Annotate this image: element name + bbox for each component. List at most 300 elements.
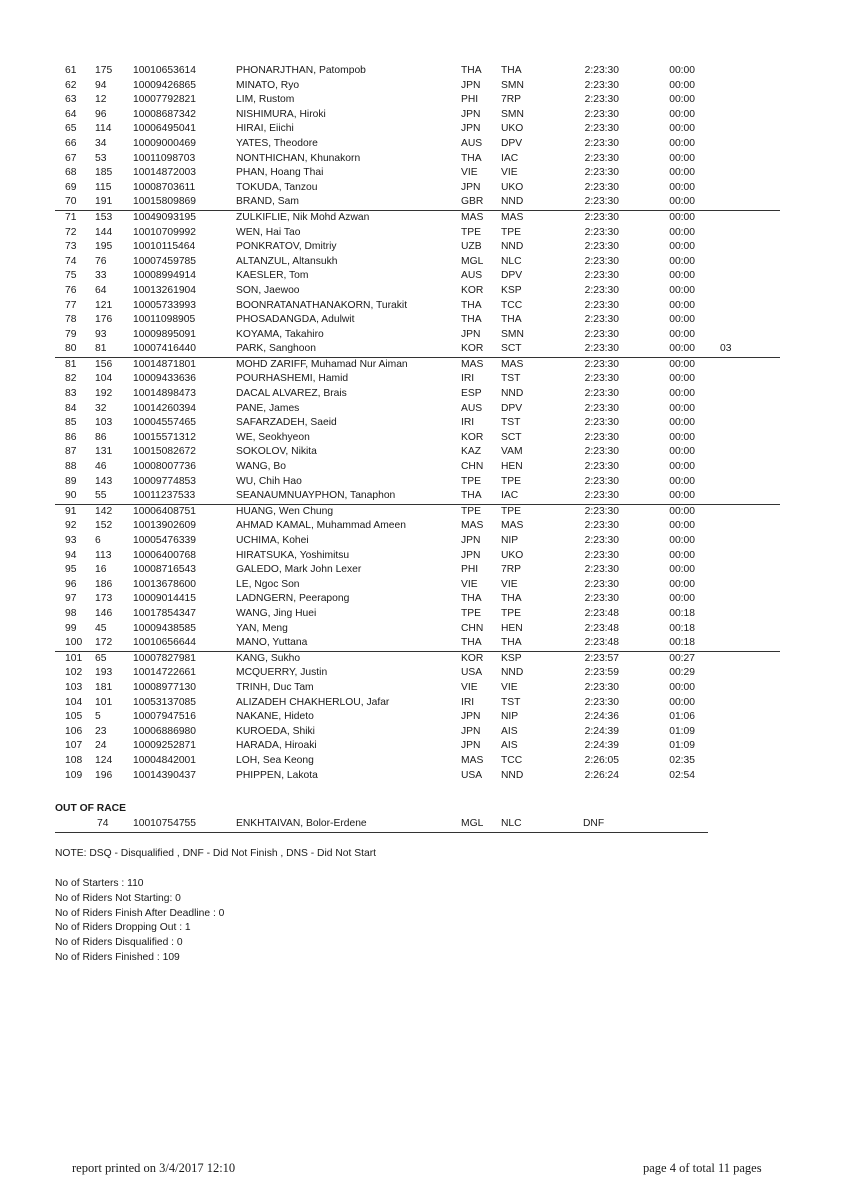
result-bib: 181 xyxy=(95,681,113,693)
result-rider-name: WU, Chih Hao xyxy=(236,475,302,487)
result-team: SMN xyxy=(501,328,524,340)
result-team: TPE xyxy=(501,607,522,619)
result-uci-id: 10010115464 xyxy=(133,241,196,253)
result-time: 2:23:30 xyxy=(584,123,619,135)
result-uci-id: 10014871801 xyxy=(133,357,236,372)
result-extra xyxy=(696,416,780,431)
table-row xyxy=(55,313,780,328)
result-time: 2:23:30 xyxy=(584,373,619,385)
result-gap: 00:00 xyxy=(669,241,695,253)
result-time: 2:23:30 xyxy=(584,241,619,253)
result-position: 92 xyxy=(65,520,77,532)
result-rider-name: PARK, Sanghoon xyxy=(236,343,316,355)
result-nationality: KOR xyxy=(461,343,484,355)
result-bib: 104 xyxy=(95,373,113,385)
table-row xyxy=(55,592,780,607)
result-time: 2:23:48 xyxy=(584,637,619,649)
result-time: 2:23:30 xyxy=(584,593,619,605)
result-team: SCT xyxy=(501,431,522,443)
result-rider-name: ALIZADEH CHAKHERLOU, Jafar xyxy=(236,696,390,708)
result-position: 70 xyxy=(65,196,77,208)
oor-status: DNF xyxy=(583,818,605,829)
result-bib: 114 xyxy=(95,123,112,135)
result-position: 94 xyxy=(65,549,77,561)
result-bib: 6 xyxy=(95,535,101,546)
result-time: 2:23:30 xyxy=(584,284,619,296)
result-team: VIE xyxy=(501,578,518,590)
result-team: DPV xyxy=(501,270,523,282)
result-rider-name: PHIPPEN, Lakota xyxy=(236,769,318,781)
table-row xyxy=(55,475,780,490)
result-gap: 00:29 xyxy=(669,667,695,679)
table-row xyxy=(55,666,780,681)
result-uci-id: 10007947516 xyxy=(133,711,196,723)
result-nationality: GBR xyxy=(461,196,484,208)
result-gap: 00:00 xyxy=(669,490,695,502)
result-rider-name: SEANAUMNUAYPHON, Tanaphon xyxy=(236,490,396,502)
result-extra xyxy=(696,357,780,372)
result-nationality: THA xyxy=(461,490,482,502)
result-uci-id: 10007416440 xyxy=(133,343,196,355)
result-nationality: VIE xyxy=(461,167,478,179)
result-rider-name: SAFARZADEH, Saeid xyxy=(236,417,337,429)
result-team: 7RP xyxy=(501,94,522,106)
result-gap: 00:00 xyxy=(669,343,695,355)
result-rider-name: BRAND, Sam xyxy=(236,196,299,208)
result-extra xyxy=(696,299,780,314)
result-uci-id: 10008007736 xyxy=(133,461,196,473)
result-time: 2:23:30 xyxy=(584,65,619,76)
note-text: NOTE: DSQ - Disqualified , DNF - Did Not Finish , DNS - Did Not Start xyxy=(55,848,376,859)
result-position: 86 xyxy=(65,431,77,443)
result-team: DPV xyxy=(501,402,523,414)
result-uci-id: 10049093195 xyxy=(133,210,236,225)
result-uci-id: 10010709992 xyxy=(133,226,196,238)
result-team: UKO xyxy=(501,123,524,135)
result-position: 97 xyxy=(65,593,77,605)
result-uci-id: 10006495041 xyxy=(133,123,196,135)
result-gap: 00:27 xyxy=(619,651,696,666)
result-gap: 00:00 xyxy=(669,520,695,532)
result-nationality: JPN xyxy=(461,123,481,135)
result-bib: 96 xyxy=(95,108,107,120)
table-row xyxy=(55,226,780,241)
result-position: 105 xyxy=(65,711,83,723)
result-team: TPE xyxy=(501,504,555,519)
result-bib: 81 xyxy=(95,343,107,355)
result-uci-id: 10009426865 xyxy=(133,79,196,91)
oor-bib: 74 xyxy=(97,818,109,829)
result-gap: 00:18 xyxy=(669,637,695,649)
result-extra xyxy=(696,79,780,94)
result-bib: 195 xyxy=(95,241,113,253)
result-rider-name: LIM, Rustom xyxy=(236,94,295,106)
result-position: 73 xyxy=(65,241,77,253)
result-position: 98 xyxy=(65,607,77,619)
result-time: 2:23:30 xyxy=(584,226,619,238)
result-bib: 101 xyxy=(95,696,113,708)
result-time: 2:23:48 xyxy=(584,607,619,619)
result-extra xyxy=(696,431,780,446)
result-gap: 00:00 xyxy=(669,328,695,340)
result-team: SMN xyxy=(501,108,524,120)
result-nationality: MAS xyxy=(461,210,501,225)
result-bib: 53 xyxy=(95,152,107,164)
result-gap: 00:00 xyxy=(619,210,696,225)
results-body xyxy=(55,64,780,783)
result-extra xyxy=(696,284,780,299)
table-row xyxy=(55,195,780,210)
result-uci-id: 10008703611 xyxy=(133,181,196,193)
page-indicator: page 4 of total 11 pages xyxy=(643,1161,762,1175)
result-extra xyxy=(696,372,780,387)
result-uci-id: 10006400768 xyxy=(133,549,196,561)
result-time: 2:23:30 xyxy=(584,431,619,443)
result-rider-name: LADNGERN, Peerapong xyxy=(236,593,350,605)
result-nationality: THA xyxy=(461,299,482,311)
result-bib: 94 xyxy=(95,79,107,91)
result-gap: 02:54 xyxy=(669,769,695,781)
result-gap: 00:00 xyxy=(669,564,695,576)
result-gap: 00:00 xyxy=(669,79,695,91)
result-bib: 143 xyxy=(95,475,113,487)
result-bib: 23 xyxy=(95,725,107,737)
result-nationality: PHI xyxy=(461,564,479,576)
result-nationality: USA xyxy=(461,667,483,679)
table-row xyxy=(55,357,780,372)
result-rider-name: POURHASHEMI, Hamid xyxy=(236,373,349,385)
result-nationality: TPE xyxy=(461,607,482,619)
result-bib: 124 xyxy=(95,754,113,766)
result-position: 80 xyxy=(65,343,77,355)
result-uci-id: 10007459785 xyxy=(133,255,196,267)
stat-after-deadline: No of Riders Finish After Deadline : 0 xyxy=(55,907,225,919)
result-gap: 00:00 xyxy=(669,446,695,458)
result-extra xyxy=(696,108,780,123)
table-row xyxy=(55,79,780,94)
result-team: VIE xyxy=(501,681,518,693)
result-nationality: TPE xyxy=(461,504,501,519)
result-rider-name: MINATO, Ryo xyxy=(236,79,300,91)
table-row xyxy=(55,166,780,181)
result-time: 2:23:30 xyxy=(584,475,619,487)
result-gap: 00:00 xyxy=(669,549,695,561)
result-position: 102 xyxy=(65,667,83,679)
result-nationality: JPN xyxy=(461,108,481,120)
result-team: KSP xyxy=(501,284,522,296)
result-time: 2:23:30 xyxy=(584,328,619,340)
result-position: 95 xyxy=(65,564,77,576)
result-rider-name: PANE, James xyxy=(236,402,300,414)
result-gap: 00:00 xyxy=(669,431,695,443)
result-time: 2:23:30 xyxy=(584,461,619,473)
result-extra xyxy=(696,137,780,152)
result-position: 64 xyxy=(65,108,77,120)
result-team: NLC xyxy=(501,255,522,267)
result-time: 2:23:30 xyxy=(555,357,619,372)
result-extra xyxy=(696,475,780,490)
table-row xyxy=(55,181,780,196)
result-time: 2:23:30 xyxy=(584,299,619,311)
result-bib: 185 xyxy=(95,167,113,179)
result-gap: 00:18 xyxy=(669,622,695,634)
table-row xyxy=(55,431,780,446)
result-team: UKO xyxy=(501,549,524,561)
result-team: THA xyxy=(501,314,522,326)
table-row xyxy=(55,696,780,711)
result-extra xyxy=(696,445,780,460)
result-gap: 00:00 xyxy=(669,475,695,487)
result-uci-id: 10009774853 xyxy=(133,475,196,487)
result-gap: 01:06 xyxy=(669,711,695,723)
result-team: NND xyxy=(501,667,524,679)
result-team: IAC xyxy=(501,490,519,502)
result-gap: 00:00 xyxy=(669,402,695,414)
result-nationality: THA xyxy=(461,314,482,326)
result-position: 93 xyxy=(65,535,77,546)
result-uci-id: 10007792821 xyxy=(133,94,196,106)
result-position: 90 xyxy=(65,490,77,502)
result-time: 2:23:30 xyxy=(584,255,619,267)
result-bib: 76 xyxy=(95,255,107,267)
result-time: 2:23:30 xyxy=(584,417,619,429)
result-uci-id: 10014390437 xyxy=(133,769,196,781)
oor-team: NLC xyxy=(501,818,522,829)
result-position: 71 xyxy=(55,210,95,225)
result-rider-name: ALTANZUL, Altansukh xyxy=(236,255,338,267)
result-extra xyxy=(696,622,780,637)
result-time: 2:23:30 xyxy=(584,196,619,208)
result-bib: 144 xyxy=(95,226,113,238)
result-time: 2:23:59 xyxy=(584,667,619,679)
result-team: MAS xyxy=(501,520,524,532)
table-row xyxy=(55,549,780,564)
result-extra xyxy=(696,681,780,696)
table-row xyxy=(55,137,780,152)
result-position: 74 xyxy=(65,255,77,267)
result-uci-id: 10006408751 xyxy=(133,504,236,519)
result-time: 2:23:30 xyxy=(584,696,619,708)
result-rider-name: KOYAMA, Takahiro xyxy=(236,328,324,340)
result-position: 99 xyxy=(65,622,77,634)
result-extra xyxy=(696,651,780,666)
result-rider-name: HIRATSUKA, Yoshimitsu xyxy=(236,549,350,561)
result-nationality: MGL xyxy=(461,255,484,267)
result-uci-id: 10014260394 xyxy=(133,402,196,414)
result-nationality: KOR xyxy=(461,284,484,296)
result-position: 109 xyxy=(65,769,83,781)
result-time: 2:23:30 xyxy=(555,210,619,225)
result-gap: 00:00 xyxy=(669,196,695,208)
table-row xyxy=(55,445,780,460)
result-time: 2:23:57 xyxy=(555,651,619,666)
result-extra xyxy=(696,181,780,196)
result-uci-id: 10006886980 xyxy=(133,725,196,737)
result-extra xyxy=(696,592,780,607)
table-row xyxy=(55,769,780,784)
result-time: 2:26:05 xyxy=(584,754,619,766)
result-time: 2:23:30 xyxy=(584,520,619,532)
result-rider-name: NAKANE, Hideto xyxy=(236,711,314,723)
result-position: 67 xyxy=(65,152,77,164)
table-row xyxy=(55,754,780,769)
table-row xyxy=(55,342,780,357)
result-gap: 00:00 xyxy=(669,226,695,238)
out-of-race-row xyxy=(55,817,708,833)
result-position: 87 xyxy=(65,446,77,458)
result-bib: 55 xyxy=(95,490,107,502)
result-uci-id: 10014722661 xyxy=(133,667,196,679)
result-uci-id: 10009014415 xyxy=(133,593,196,605)
result-team: UKO xyxy=(501,181,524,193)
result-gap: 00:18 xyxy=(669,607,695,619)
result-nationality: AUS xyxy=(461,402,483,414)
result-extra xyxy=(696,636,780,651)
result-bib: 16 xyxy=(95,564,107,576)
result-gap: 00:00 xyxy=(669,284,695,296)
result-team: TST xyxy=(501,373,521,385)
result-team: KSP xyxy=(501,651,555,666)
result-nationality: KOR xyxy=(461,431,484,443)
result-gap: 00:00 xyxy=(669,388,695,400)
result-time: 2:23:30 xyxy=(584,578,619,590)
result-extra xyxy=(696,64,780,79)
result-bib: 33 xyxy=(95,270,107,282)
result-position: 82 xyxy=(65,373,77,385)
table-row xyxy=(55,122,780,137)
result-team: 7RP xyxy=(501,564,522,576)
table-row xyxy=(55,739,780,754)
result-nationality: AUS xyxy=(461,270,483,282)
result-uci-id: 10013261904 xyxy=(133,284,196,296)
result-uci-id: 10011098905 xyxy=(133,314,196,326)
result-position: 106 xyxy=(65,725,83,737)
result-nationality: THA xyxy=(461,65,482,76)
result-uci-id: 10008994914 xyxy=(133,270,196,282)
result-bib: 34 xyxy=(95,137,107,149)
result-gap: 00:00 xyxy=(669,167,695,179)
result-nationality: CHN xyxy=(461,622,484,634)
result-nationality: THA xyxy=(461,637,482,649)
result-nationality: JPN xyxy=(461,725,481,737)
result-nationality: IRI xyxy=(461,417,475,429)
result-rider-name: LE, Ngoc Son xyxy=(236,578,300,590)
result-bib: 186 xyxy=(95,578,113,590)
result-position: 65 xyxy=(65,123,77,135)
result-gap: 00:00 xyxy=(669,255,695,267)
result-extra xyxy=(696,549,780,564)
results-table xyxy=(55,64,780,783)
table-row xyxy=(55,210,780,225)
result-uci-id: 10008687342 xyxy=(133,108,196,120)
result-team: TST xyxy=(501,417,521,429)
result-gap: 00:00 xyxy=(669,108,695,120)
result-time: 2:23:30 xyxy=(584,343,619,355)
result-bib: 5 xyxy=(95,711,101,723)
result-rider-name: LOH, Sea Keong xyxy=(236,754,314,766)
table-row xyxy=(55,152,780,167)
result-position: 76 xyxy=(65,284,77,296)
result-position: 63 xyxy=(65,94,77,106)
result-position: 75 xyxy=(65,270,77,282)
result-nationality: JPN xyxy=(461,711,481,723)
result-time: 2:23:48 xyxy=(584,622,619,634)
result-nationality: AUS xyxy=(461,137,483,149)
result-uci-id: 10014872003 xyxy=(133,167,196,179)
result-extra xyxy=(696,328,780,343)
table-row xyxy=(55,255,780,270)
result-time: 2:23:30 xyxy=(555,504,619,519)
result-nationality: THA xyxy=(461,152,482,164)
result-team: TCC xyxy=(501,754,523,766)
result-time: 2:23:30 xyxy=(584,79,619,91)
result-time: 2:23:30 xyxy=(584,152,619,164)
table-row xyxy=(55,607,780,622)
result-team: MAS xyxy=(501,210,555,225)
result-team: HEN xyxy=(501,461,523,473)
result-rider-name: KANG, Sukho xyxy=(236,651,461,666)
result-team: THA xyxy=(501,637,522,649)
result-bib: 86 xyxy=(95,431,107,443)
result-gap: 02:35 xyxy=(669,754,695,766)
result-rider-name: MCQUERRY, Justin xyxy=(236,667,328,679)
table-row xyxy=(55,460,780,475)
result-nationality: JPN xyxy=(461,328,481,340)
result-gap: 00:00 xyxy=(669,535,695,546)
result-bib: 12 xyxy=(95,94,107,106)
result-position: 83 xyxy=(65,388,77,400)
result-position: 68 xyxy=(65,167,77,179)
result-time: 2:23:30 xyxy=(584,402,619,414)
result-uci-id: 10011098703 xyxy=(133,152,196,164)
table-row xyxy=(55,725,780,740)
result-gap: 00:00 xyxy=(669,696,695,708)
result-rider-name: HIRAI, Eiichi xyxy=(236,123,294,135)
result-position: 104 xyxy=(65,696,83,708)
result-team: VIE xyxy=(501,167,518,179)
result-position: 107 xyxy=(65,740,83,752)
result-extra xyxy=(696,563,780,578)
result-position: 100 xyxy=(65,637,83,649)
result-uci-id: 10017854347 xyxy=(133,607,196,619)
result-uci-id: 10004842001 xyxy=(133,754,196,766)
result-position: 79 xyxy=(65,328,77,340)
result-bib: 115 xyxy=(95,181,112,193)
result-rider-name: YAN, Meng xyxy=(236,622,288,634)
result-nationality: IRI xyxy=(461,696,475,708)
result-rider-name: HARADA, Hiroaki xyxy=(236,740,317,752)
result-extra xyxy=(696,578,780,593)
result-position: 61 xyxy=(65,65,77,76)
result-bib: 121 xyxy=(95,299,113,311)
result-gap: 00:00 xyxy=(669,417,695,429)
table-row xyxy=(55,636,780,651)
result-time: 2:23:30 xyxy=(584,446,619,458)
result-gap: 00:00 xyxy=(669,152,695,164)
result-extra xyxy=(696,534,780,549)
result-gap: 00:00 xyxy=(669,578,695,590)
table-row xyxy=(55,563,780,578)
result-nationality: JPN xyxy=(461,549,481,561)
result-extra xyxy=(696,387,780,402)
result-uci-id: 10010653614 xyxy=(133,65,196,76)
result-uci-id: 10013902609 xyxy=(133,520,196,532)
result-rider-name: NISHIMURA, Hiroki xyxy=(236,108,326,120)
result-bib: 146 xyxy=(95,607,113,619)
result-bib: 131 xyxy=(95,446,113,458)
result-time: 2:23:30 xyxy=(584,94,619,106)
result-extra xyxy=(696,519,780,534)
